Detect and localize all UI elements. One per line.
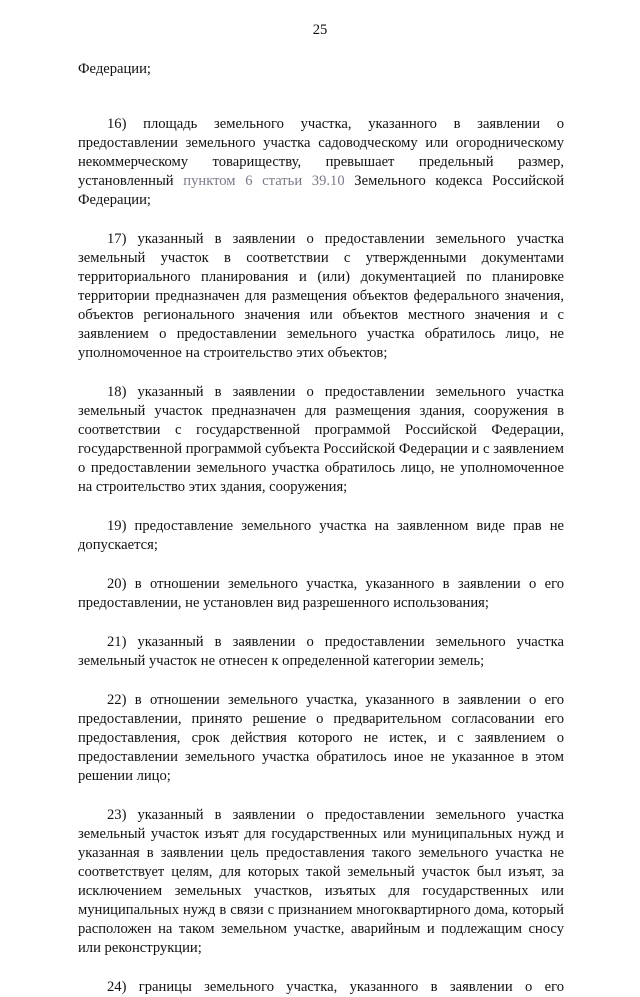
paragraph-continuation: Федерации; — [78, 61, 151, 77]
paragraph-18: 18) указанный в заявлении о предоставлении земельного участка земельный участок предназначен для размещения здания, сооружения в соответствии с государственной программой Российской Федерации, государственной программой субъекта Российской Федерации и с заявлением о предоставлении земельного участка обратилось лицо, не уполномоченное на строительство этих здания, сооружения; — [78, 384, 564, 495]
document-body — [78, 60, 564, 997]
page-number: 25 — [312, 22, 328, 38]
paragraph-19: 19) предоставление земельного участка на заявленном виде прав не допускается; — [78, 518, 564, 553]
paragraph-17: 17) указанный в заявлении о предоставлении земельного участка земельный участок в соответствии с утвержденными документами территориального планирования и (или) документацией по планировке территории предназначен для размещения объектов федерального значения, объектов регионального значения или объектов местного значения и с заявлением о предоставлении земельного участка обратилось лицо, не уполномоченное на строительство этих объектов; — [78, 231, 564, 361]
paragraph-22: 22) в отношении земельного участка, указанного в заявлении о его предоставлении, принято решение о предварительном согласовании его предоставления, срок действия которого не истек, и с заявлением о предоставлении земельного участка обратилось иное не указанное в этом решении лицо; — [78, 692, 564, 784]
paragraph-24: 24) границы земельного участка, указанного в заявлении о его — [107, 979, 564, 995]
paragraph-21: 21) указанный в заявлении о предоставлении земельного участка земельный участок не отнесен к определенной категории земель; — [78, 634, 564, 669]
paragraph-23: 23) указанный в заявлении о предоставлении земельного участка земельный участок изъят для государственных или муниципальных нужд и указанная в заявлении цель предоставления такого земельного участка не соответствует целям, для которых такой земельный участок был изъят, за исключением земельных участков, изъятых для государственных или муниципальных нужд в связи с признанием многоквартирного дома, который расположен на таком земельном участке, аварийным и подлежащим сносу или реконструкции; — [78, 807, 564, 956]
paragraph-16-text-start: 16) площадь земельного участка, указанного в заявлении о предоставлении земельного участка садоводческому или огородническому некоммерческому товариществу, превышает предельный размер, установленный — [78, 116, 564, 189]
law-reference-link[interactable]: пунктом 6 статьи 39.10 — [183, 173, 345, 189]
paragraph-16-text-end: Земельного кодекса Российской Федерации; — [78, 173, 564, 208]
paragraph-20: 20) в отношении земельного участка, указанного в заявлении о его предоставлении, не установлен вид разрешенного использования; — [78, 576, 564, 611]
paragraph-16 — [78, 115, 564, 210]
